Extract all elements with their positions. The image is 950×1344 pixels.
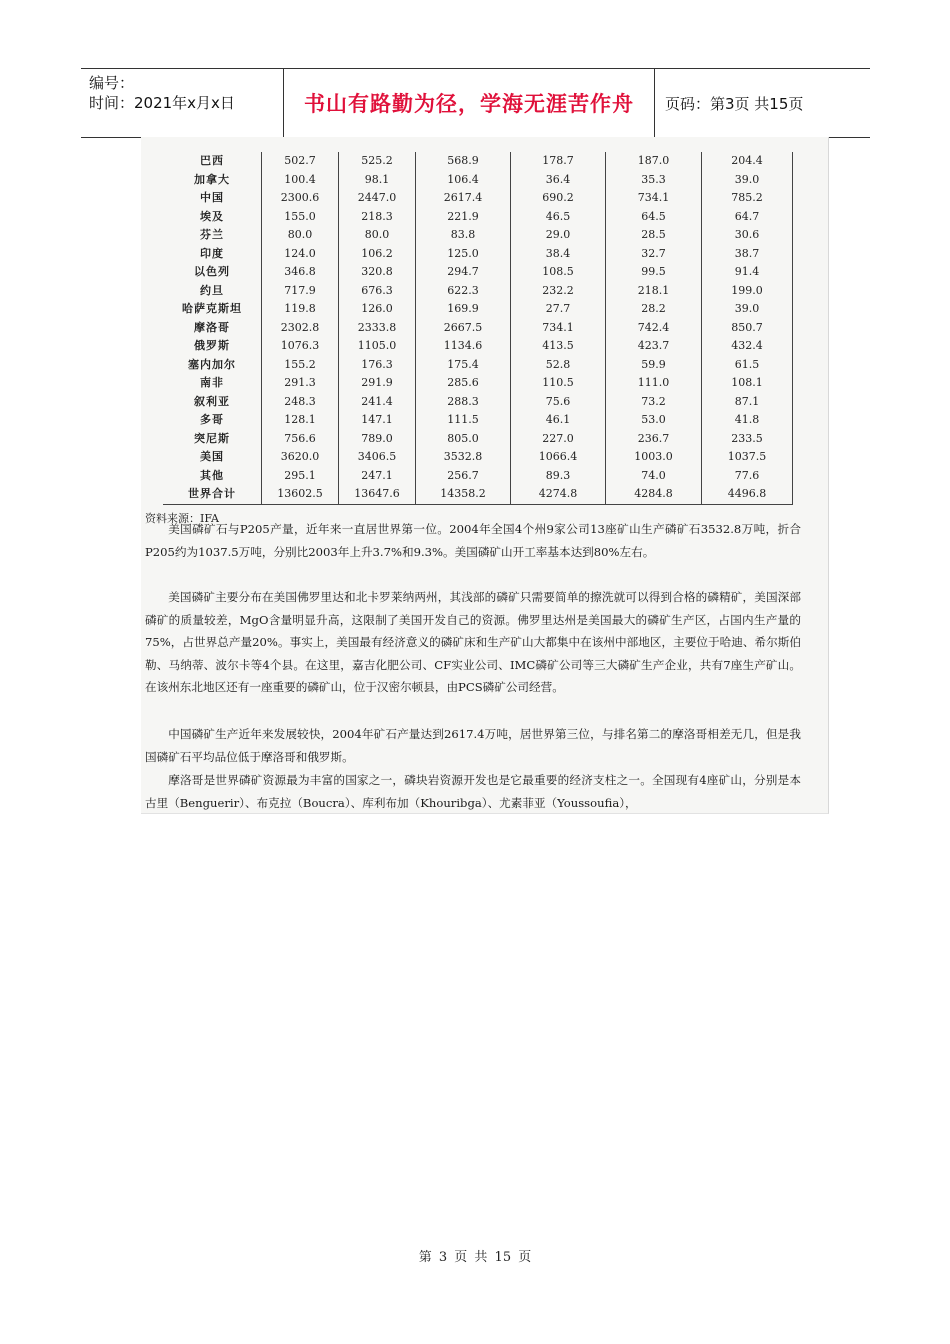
value-cell: 89.3: [511, 467, 606, 486]
paragraph-usa-output: 美国磷矿石与P205产量，近年来一直居世界第一位。2004年全国4个州9家公司13座矿山生产磷矿石3532.8万吨，折合P205约为1037.5万吨，分别比2003年上升3.7%和9.3%。美国磷矿山开工率基本达到80%左右。: [145, 522, 801, 559]
value-cell: 2617.4: [416, 189, 511, 208]
value-cell: 294.7: [416, 263, 511, 282]
value-cell: 27.7: [511, 300, 606, 319]
value-cell: 155.2: [262, 356, 339, 375]
value-cell: 717.9: [262, 282, 339, 301]
country-cell: 多哥: [200, 413, 224, 427]
value-cell: 80.0: [262, 226, 339, 245]
value-cell: 108.1: [702, 374, 793, 393]
table-row: [163, 245, 793, 264]
table-row: [163, 152, 793, 171]
value-cell: 38.7: [702, 245, 793, 264]
value-cell: 100.4: [262, 171, 339, 190]
value-cell: 199.0: [702, 282, 793, 301]
value-cell: 218.1: [606, 282, 702, 301]
table-row: [163, 356, 793, 375]
value-cell: 1037.5: [702, 448, 793, 467]
value-cell: 236.7: [606, 430, 702, 449]
value-cell: 106.4: [416, 171, 511, 190]
table-row: [163, 319, 793, 338]
country-cell: 俄罗斯: [194, 339, 230, 353]
value-cell: 125.0: [416, 245, 511, 264]
table-row: [163, 300, 793, 319]
value-cell: 64.7: [702, 208, 793, 227]
value-cell: 1134.6: [416, 337, 511, 356]
value-cell: 320.8: [339, 263, 416, 282]
paragraph-usa-distribution: 美国磷矿主要分布在美国佛罗里达和北卡罗莱纳两州，其浅部的磷矿只需要简单的擦洗就可以得到合格的磷精矿，美国深部磷矿的质量较差，MgO含量明显升高，这限制了美国开发自己的资源。佛罗里达州是美国最大的磷矿生产区，占国内生产量的75%，占世界总产量20%。事实上，美国最有经济意义的磷矿床和生产矿山大都集中在该州中部地区，主要位于哈迪、希尔斯伯勒、马纳蒂、波尔卡等4个县。在这里，嘉吉化肥公司、CF实业公司、IMC磷矿公司等三大磷矿生产企业，共有7座生产矿山。在该州东北地区还有一座重要的磷矿山，位于汉密尔顿县，由PCS磷矿公司经营。: [145, 590, 801, 695]
value-cell: 124.0: [262, 245, 339, 264]
value-cell: 690.2: [511, 189, 606, 208]
value-cell: 39.0: [702, 300, 793, 319]
value-cell: 30.6: [702, 226, 793, 245]
value-cell: 39.0: [702, 171, 793, 190]
value-cell: 1066.4: [511, 448, 606, 467]
value-cell: 734.1: [511, 319, 606, 338]
value-cell: 52.8: [511, 356, 606, 375]
value-cell: 221.9: [416, 208, 511, 227]
table-row: [163, 189, 793, 208]
value-cell: 1105.0: [339, 337, 416, 356]
table-row: [163, 282, 793, 301]
value-cell: 3406.5: [339, 448, 416, 467]
value-cell: 80.0: [339, 226, 416, 245]
country-cell: 南非: [200, 376, 224, 390]
value-cell: 2447.0: [339, 189, 416, 208]
value-cell: 413.5: [511, 337, 606, 356]
page-label: 页码：第3页 共15页: [665, 94, 804, 113]
table-row: [163, 208, 793, 227]
country-cell: 印度: [200, 246, 224, 260]
motto: 书山有路勤为径，学海无涯苦作舟: [283, 69, 655, 137]
value-cell: 241.4: [339, 393, 416, 412]
value-cell: 13602.5: [262, 485, 339, 504]
value-cell: 525.2: [339, 152, 416, 171]
value-cell: 2300.6: [262, 189, 339, 208]
value-cell: 204.4: [702, 152, 793, 171]
value-cell: 2667.5: [416, 319, 511, 338]
value-cell: 742.4: [606, 319, 702, 338]
header-meta: [81, 69, 283, 137]
country-cell: 世界合计: [163, 485, 262, 504]
value-cell: 227.0: [511, 430, 606, 449]
value-cell: 232.2: [511, 282, 606, 301]
country-cell: 其他: [200, 468, 224, 482]
phosphate-production-table: [163, 152, 793, 505]
country-cell: 以色列: [194, 265, 230, 279]
value-cell: 233.5: [702, 430, 793, 449]
value-cell: 126.0: [339, 300, 416, 319]
value-cell: 4284.8: [606, 485, 702, 504]
value-cell: 734.1: [606, 189, 702, 208]
table-row: [163, 263, 793, 282]
value-cell: 147.1: [339, 411, 416, 430]
value-cell: 36.4: [511, 171, 606, 190]
value-cell: 41.8: [702, 411, 793, 430]
paragraph-china: 中国磷矿生产近年来发展较快，2004年矿石产量达到2617.4万吨，居世界第三位，与排名第二的摩洛哥相差无几，但是我国磷矿石平均品位低于摩洛哥和俄罗斯。: [145, 727, 801, 764]
value-cell: 28.2: [606, 300, 702, 319]
value-cell: 155.0: [262, 208, 339, 227]
value-cell: 13647.6: [339, 485, 416, 504]
country-cell: 摩洛哥: [194, 320, 230, 334]
table-row: [163, 171, 793, 190]
country-cell: 叙利亚: [194, 394, 230, 408]
value-cell: 2333.8: [339, 319, 416, 338]
table-row: [163, 485, 793, 504]
value-cell: 502.7: [262, 152, 339, 171]
value-cell: 77.6: [702, 467, 793, 486]
value-cell: 622.3: [416, 282, 511, 301]
value-cell: 106.2: [339, 245, 416, 264]
source-note: 资料来源：IFA: [145, 512, 219, 525]
value-cell: 53.0: [606, 411, 702, 430]
value-cell: 432.4: [702, 337, 793, 356]
value-cell: 3532.8: [416, 448, 511, 467]
table-row: [163, 337, 793, 356]
value-cell: 83.8: [416, 226, 511, 245]
value-cell: 568.9: [416, 152, 511, 171]
value-cell: 285.6: [416, 374, 511, 393]
value-cell: 218.3: [339, 208, 416, 227]
table-row: [163, 226, 793, 245]
country-cell: 中国: [200, 191, 224, 205]
value-cell: 110.5: [511, 374, 606, 393]
value-cell: 28.5: [606, 226, 702, 245]
value-cell: 187.0: [606, 152, 702, 171]
value-cell: 14358.2: [416, 485, 511, 504]
value-cell: 756.6: [262, 430, 339, 449]
value-cell: 74.0: [606, 467, 702, 486]
value-cell: 91.4: [702, 263, 793, 282]
value-cell: 4496.8: [702, 485, 793, 504]
value-cell: 46.5: [511, 208, 606, 227]
value-cell: 119.8: [262, 300, 339, 319]
number-label: 编号：: [89, 74, 135, 92]
value-cell: 256.7: [416, 467, 511, 486]
time-label: 时间：2021年x月x日: [89, 94, 235, 112]
country-cell: 塞内加尔: [188, 357, 236, 371]
value-cell: 111.0: [606, 374, 702, 393]
value-cell: 789.0: [339, 430, 416, 449]
country-cell: 哈萨克斯坦: [182, 302, 242, 316]
table-row: [163, 393, 793, 412]
country-cell: 埃及: [200, 209, 224, 223]
value-cell: 35.3: [606, 171, 702, 190]
value-cell: 291.3: [262, 374, 339, 393]
value-cell: 288.3: [416, 393, 511, 412]
value-cell: 785.2: [702, 189, 793, 208]
country-cell: 巴西: [200, 154, 224, 168]
paragraph-morocco: 摩洛哥是世界磷矿资源最为丰富的国家之一，磷块岩资源开发也是它最重要的经济支柱之一。全国现有4座矿山，分别是本古里（Benguerir）、布克拉（Boucra）、库利布加（Khouribga）、尤素菲亚（Youssoufia），: [145, 773, 801, 810]
country-cell: 加拿大: [194, 172, 230, 186]
value-cell: 38.4: [511, 245, 606, 264]
value-cell: 64.5: [606, 208, 702, 227]
value-cell: 423.7: [606, 337, 702, 356]
table-row: [163, 374, 793, 393]
value-cell: 178.7: [511, 152, 606, 171]
value-cell: 346.8: [262, 263, 339, 282]
value-cell: 169.9: [416, 300, 511, 319]
value-cell: 98.1: [339, 171, 416, 190]
value-cell: 87.1: [702, 393, 793, 412]
value-cell: 2302.8: [262, 319, 339, 338]
value-cell: 46.1: [511, 411, 606, 430]
country-cell: 约旦: [200, 283, 224, 297]
value-cell: 75.6: [511, 393, 606, 412]
value-cell: 175.4: [416, 356, 511, 375]
value-cell: 248.3: [262, 393, 339, 412]
country-cell: 突尼斯: [194, 431, 230, 445]
value-cell: 3620.0: [262, 448, 339, 467]
value-cell: 73.2: [606, 393, 702, 412]
value-cell: 291.9: [339, 374, 416, 393]
country-cell: 芬兰: [200, 228, 224, 242]
value-cell: 111.5: [416, 411, 511, 430]
value-cell: 4274.8: [511, 485, 606, 504]
value-cell: 99.5: [606, 263, 702, 282]
value-cell: 61.5: [702, 356, 793, 375]
value-cell: 176.3: [339, 356, 416, 375]
value-cell: 1003.0: [606, 448, 702, 467]
value-cell: 32.7: [606, 245, 702, 264]
value-cell: 29.0: [511, 226, 606, 245]
table-row: [163, 430, 793, 449]
table-row: [163, 411, 793, 430]
value-cell: 676.3: [339, 282, 416, 301]
value-cell: 295.1: [262, 467, 339, 486]
value-cell: 805.0: [416, 430, 511, 449]
table-row: [163, 448, 793, 467]
table-row: [163, 467, 793, 486]
value-cell: 128.1: [262, 411, 339, 430]
value-cell: 1076.3: [262, 337, 339, 356]
value-cell: 59.9: [606, 356, 702, 375]
value-cell: 247.1: [339, 467, 416, 486]
country-cell: 美国: [200, 450, 224, 464]
page-footer: 第 3 页 共 15 页: [418, 1250, 532, 1265]
page-header: [81, 68, 870, 138]
scanned-page: [141, 137, 829, 814]
value-cell: 108.5: [511, 263, 606, 282]
value-cell: 850.7: [702, 319, 793, 338]
